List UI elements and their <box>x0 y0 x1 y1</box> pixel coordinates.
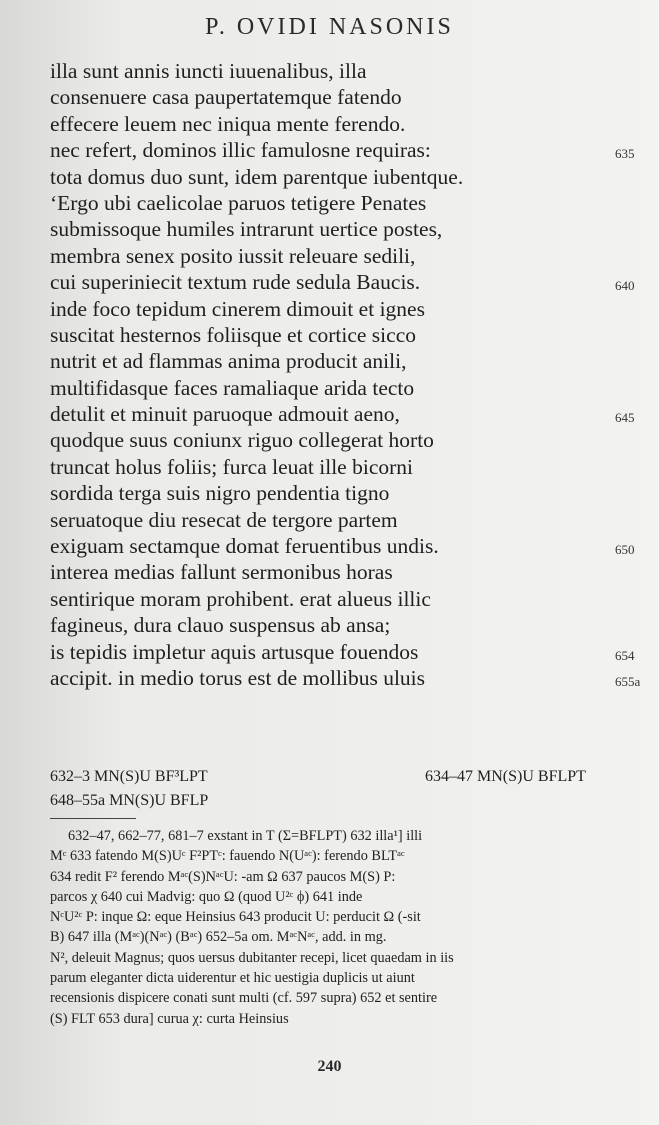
verse-line <box>50 665 650 691</box>
verse-text: sordida terga suis nigro pendentia tigno <box>50 481 390 506</box>
apparatus-line: parcos χ 640 cui Madvig: quo Ω (quod U²ᶜ ϕ) 641 inde <box>50 888 363 905</box>
verse-text: effecere leuem nec iniqua mente ferendo. <box>50 111 406 136</box>
line-number: 655a <box>615 673 641 689</box>
verse-line <box>50 454 650 480</box>
verse-text: inde foco tepidum cinerem dimouit et ignes <box>50 296 425 321</box>
apparatus-line: (S) FLT 653 dura] curua χ: curta Heinsius <box>50 1010 289 1027</box>
page-number: 240 <box>317 1058 342 1075</box>
verse-line <box>50 84 650 110</box>
apparatus-line: 632–47, 662–77, 681–7 exstant in T (Σ=BFLPT) 632 illa¹] illi <box>68 828 423 844</box>
line-number: 645 <box>615 410 635 426</box>
verse-block <box>50 58 650 691</box>
verse-text: fagineus, dura clauo suspensus ab ansa; <box>50 613 391 638</box>
line-number: 650 <box>615 542 635 558</box>
verse-line <box>50 137 650 163</box>
verse-line <box>50 559 650 585</box>
verse-text: quodque suus coniunx riguo collegerat horto <box>50 428 434 453</box>
verse-line <box>50 58 650 84</box>
verse-line <box>50 296 650 322</box>
line-number: 654 <box>615 647 635 663</box>
verse-line <box>50 507 650 533</box>
sigla-left: 632–3 MN(S)U BF³LPT <box>50 768 208 785</box>
verse-text: is tepidis impletur aquis artusque fouendos <box>50 639 419 664</box>
sigla-left: 648–55a MN(S)U BFLP <box>50 792 209 809</box>
apparatus-line: parum eleganter dicta uiderentur et hic uestigia duplicis ut aiunt <box>50 970 415 987</box>
verse-text: accipit. in medio torus est de mollibus uluis <box>50 665 426 690</box>
verse-text: consenuere casa paupertatemque fatendo <box>50 85 402 110</box>
verse-line <box>50 190 650 216</box>
verse-text: nutrit et ad flammas anima producit anili, <box>50 349 407 374</box>
verse-text: ‘Ergo ubi caelicolae paruos tetigere Penates <box>50 190 427 215</box>
verse-line <box>50 322 650 348</box>
running-head: P. OVIDI NASONIS <box>205 14 454 40</box>
verse-line <box>50 348 650 374</box>
sigla-block <box>50 765 650 813</box>
apparatus-line: recensionis dispicere conati sunt multi (cf. 597 supra) 652 et sentire <box>50 990 438 1007</box>
apparatus-line: 634 redit F² ferendo Mᵃᶜ(S)NᵃᶜU: -am Ω 637 paucos M(S) P: <box>50 868 396 885</box>
apparatus-line: N², deleuit Magnus; quos uersus dubitanter recepi, licet quaedam in iis <box>50 949 454 966</box>
verse-line <box>50 586 650 612</box>
verse-line <box>50 216 650 242</box>
line-number: 640 <box>615 278 635 294</box>
critical-apparatus <box>50 826 654 1029</box>
verse-text: suscitat hesternos foliisque et cortice sicco <box>50 322 416 347</box>
verse-line <box>50 401 650 427</box>
verse-line <box>50 533 650 559</box>
verse-line <box>50 480 650 506</box>
verse-text: interea medias fallunt sermonibus horas <box>50 560 393 585</box>
verse-text: seruatoque diu resecat de tergore partem <box>50 507 398 532</box>
verse-line <box>50 375 650 401</box>
verse-text: truncat holus foliis; furca leuat ille bicorni <box>50 454 414 479</box>
verse-line <box>50 639 650 665</box>
verse-text: detulit et minuit paruoque admouit aeno, <box>50 402 400 427</box>
apparatus-line: Mᶜ 633 fatendo M(S)Uᶜ F²PTᶜ: fauendo N(Uᵃᶜ): ferendo BLTᵃᶜ <box>50 848 405 865</box>
sigla-row <box>50 765 650 789</box>
apparatus-line: NᶜU²ᶜ P: inque Ω: eque Heinsius 643 producit U: perducit Ω (-sit <box>50 909 421 926</box>
verse-line <box>50 427 650 453</box>
verse-line <box>50 243 650 269</box>
apparatus-divider <box>50 818 136 819</box>
verse-text: submissoque humiles intrarunt uertice postes, <box>50 217 443 242</box>
verse-line <box>50 612 650 638</box>
verse-line <box>50 164 650 190</box>
sigla-row <box>50 789 650 813</box>
verse-text: cui superiniecit textum rude sedula Baucis. <box>50 270 421 295</box>
verse-text: sentirique moram prohibent. erat alueus illic <box>50 586 431 611</box>
verse-text: multifidasque faces ramaliaque arida tecto <box>50 375 415 400</box>
verse-text: illa sunt annis iuncti iuuenalibus, illa <box>50 59 367 83</box>
verse-line <box>50 111 650 137</box>
apparatus-line: B) 647 illa (Mᵃᶜ)(Nᵃᶜ) (Bᵃᶜ) 652–5a om. MᵃᶜNᵃᶜ, add. in mg. <box>50 929 387 946</box>
verse-line <box>50 269 650 295</box>
verse-text: exiguam sectamque domat feruentibus undis. <box>50 534 439 559</box>
verse-text: nec refert, dominos illic famulosne requiras: <box>50 138 431 163</box>
sigla-right: 634–47 MN(S)U BFLPT <box>425 768 586 785</box>
verse-text: tota domus duo sunt, idem parentque iubentque. <box>50 164 464 189</box>
verse-text: membra senex posito iussit releuare sedili, <box>50 243 416 268</box>
line-number: 635 <box>615 146 635 162</box>
